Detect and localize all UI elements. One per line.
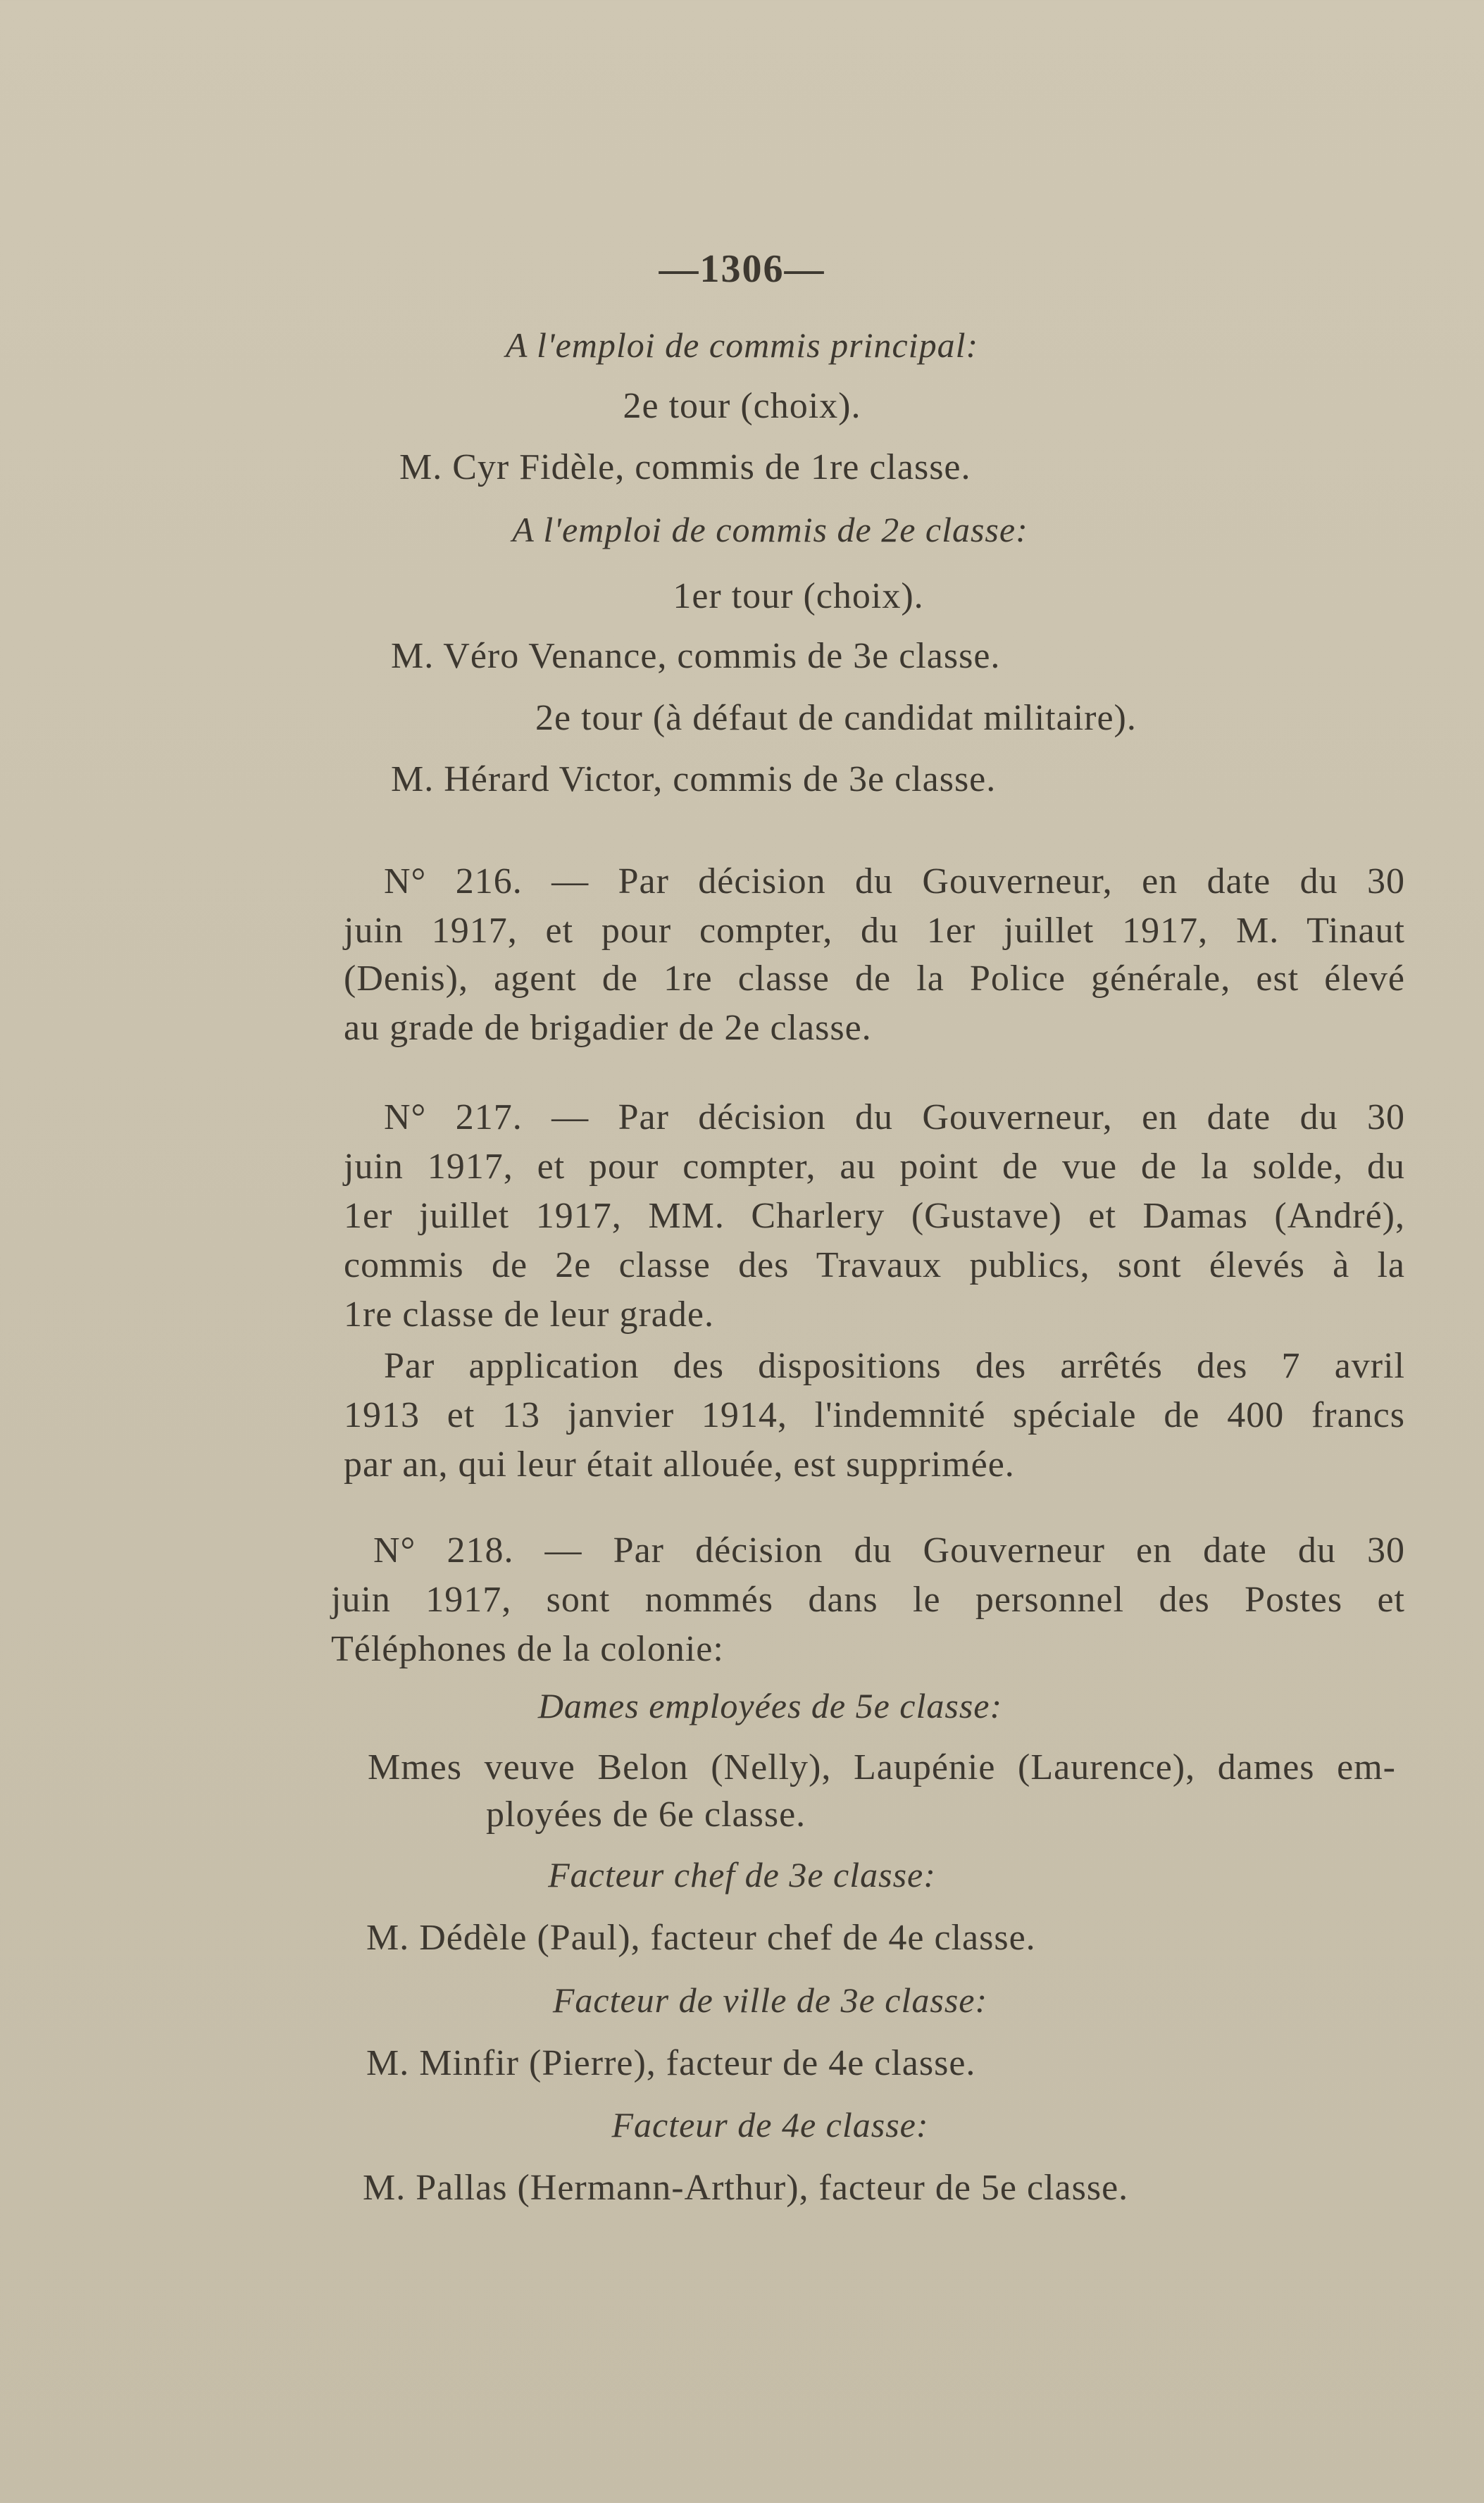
subsection-heading: Facteur de ville de 3e classe:	[552, 1980, 988, 2020]
appointment-entry: M. Véro Venance, commis de 3e classe.	[391, 636, 1001, 676]
paragraph-line: juin 1917, et pour compter, au point de vue de la solde, du	[344, 1147, 1405, 1187]
paragraph-line: commis de 2e classe des Travaux publics, sont élevés à la	[344, 1245, 1405, 1285]
paragraph-line: juin 1917, sont nommés dans le personnel des Postes et	[331, 1580, 1405, 1620]
appointment-entry-continuation: ployées de 6e classe.	[486, 1794, 806, 1835]
paragraph-line: N° 218. — Par décision du Gouverneur en date du 30	[373, 1530, 1405, 1571]
appointment-entry: M. Cyr Fidèle, commis de 1re classe.	[399, 447, 971, 487]
paragraph-line: 1re classe de leur grade.	[344, 1294, 714, 1335]
paragraph-line: juin 1917, et pour compter, du 1er juillet 1917, M. Tinaut	[344, 911, 1405, 951]
page-number: —1306—	[659, 247, 825, 291]
appointment-entry: M. Pallas (Hermann-Arthur), facteur de 5e classe.	[363, 2168, 1129, 2208]
subsection-heading: Facteur chef de 3e classe:	[548, 1855, 936, 1895]
appointment-entry: M. Hérard Victor, commis de 3e classe.	[391, 759, 997, 799]
appointment-entry: M. Dédèle (Paul), facteur chef de 4e classe.	[366, 1918, 1036, 1958]
paragraph-line: Par application des dispositions des arrêtés des 7 avril	[384, 1346, 1405, 1386]
paragraph-line: 1er juillet 1917, MM. Charlery (Gustave) et Damas (André),	[344, 1196, 1405, 1236]
appointment-entry: Mmes veuve Belon (Nelly), Laupénie (Laurence), dames em-	[368, 1747, 1396, 1787]
subsection-heading: Facteur de 4e classe:	[611, 2105, 929, 2145]
paragraph-line: au grade de brigadier de 2e classe.	[344, 1008, 872, 1048]
paragraph-line: N° 216. — Par décision du Gouverneur, en date du 30	[384, 861, 1405, 901]
subsection-heading: Dames employées de 5e classe:	[537, 1686, 1003, 1725]
paragraph-line: par an, qui leur était allouée, est supprimée.	[344, 1444, 1015, 1485]
paragraph-line: Téléphones de la colonie:	[331, 1629, 724, 1669]
paragraph-line: (Denis), agent de 1re classe de la Police générale, est élevé	[344, 959, 1405, 999]
paragraph-line: 1913 et 13 janvier 1914, l'indemnité spéciale de 400 francs	[344, 1395, 1405, 1435]
tour-label: 2e tour (à défaut de candidat militaire).	[535, 698, 1137, 738]
tour-label: 1er tour (choix).	[673, 576, 924, 616]
appointment-entry: M. Minfir (Pierre), facteur de 4e classe.	[366, 2043, 976, 2083]
section-heading-commis-principal: A l'emploi de commis principal:	[505, 325, 979, 365]
section-heading-commis-2e-classe: A l'emploi de commis de 2e classe:	[512, 510, 1028, 549]
tour-label: 2e tour (choix).	[623, 386, 861, 426]
paragraph-line: N° 217. — Par décision du Gouverneur, en date du 30	[384, 1097, 1405, 1137]
